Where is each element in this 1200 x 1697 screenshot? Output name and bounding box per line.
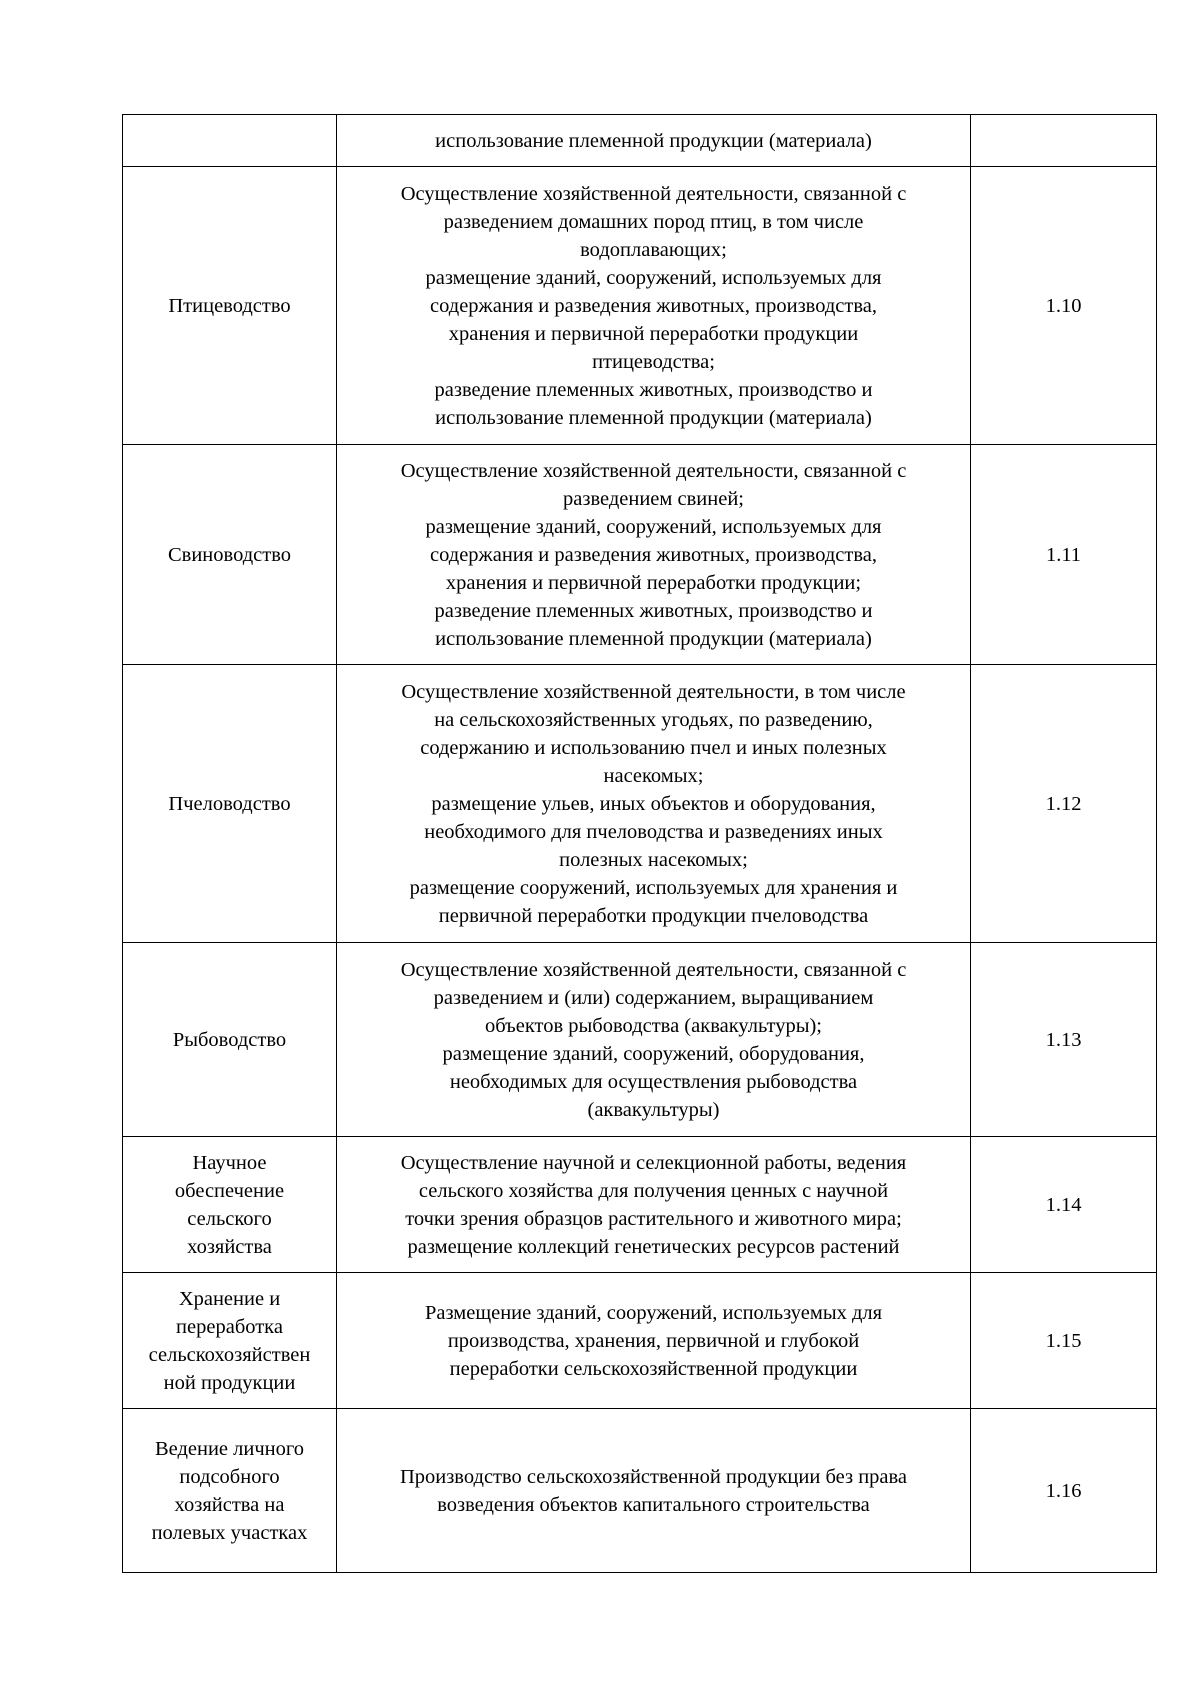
use-description-cell-line: Осуществление хозяйственной деятельности, связанной с [400,182,907,205]
land-use-table [122,114,1157,1573]
use-description-cell [337,1409,971,1573]
use-description-cell-line: хранения и первичной переработки продукции [448,322,859,345]
use-name-cell [123,1409,337,1573]
use-description-cell [337,943,971,1137]
use-name-cell-line: переработка [176,1315,283,1338]
table-row [123,665,1157,943]
use-description-cell-line: первичной переработки продукции пчеловодства [438,904,869,927]
use-code-cell [971,1273,1157,1409]
use-description-cell [337,167,971,445]
use-description-cell-line: разведением домашних пород птиц, в том числе [443,210,864,233]
use-description-cell-line: содержания и разведения животных, производства, [430,294,877,317]
use-description-cell-line: на сельскохозяйственных угодьях, по разведению, [434,708,873,731]
use-name-cell-line: ной продукции [163,1371,296,1394]
use-description-cell-line: необходимого для пчеловодства и разведениях иных [424,820,883,843]
use-code-value: 1.11 [1045,543,1082,566]
use-description-cell [337,1137,971,1273]
use-name-cell-line: сельскохозяйствен [148,1343,311,1366]
use-name-cell-line: Птицеводство [168,294,291,317]
use-name-cell [123,115,337,167]
use-name-cell-line: Ведение личного [154,1437,305,1460]
use-description-cell-line: разведение племенных животных, производство и [434,599,873,622]
use-description-cell-line: Осуществление хозяйственной деятельности, связанной с [400,958,907,981]
use-name-cell-line: Хранение и [178,1287,281,1310]
use-description-cell-line: Размещение зданий, сооружений, используемых для [424,1301,883,1324]
use-description-cell-line: размещение зданий, сооружений, используемых для [425,515,882,538]
use-code-cell [971,665,1157,943]
use-code-cell [971,1409,1157,1573]
table-body [123,115,1157,1573]
use-description-cell-line: возведения объектов капитального строительства [437,1493,870,1516]
use-description-cell-line: использование племенной продукции (материала) [435,406,872,429]
use-code-value: 1.16 [1045,1479,1082,1502]
use-description-cell-line: объектов рыбоводства (аквакультуры); [484,1014,823,1037]
table-row [123,1273,1157,1409]
use-description-cell-line: разведением свиней; [563,487,744,510]
use-name-cell-line: Рыбоводство [172,1028,287,1051]
table-row [123,1137,1157,1273]
use-description-cell-line: птицеводства; [592,350,715,373]
use-name-cell-line: хозяйства на [174,1493,285,1516]
use-description-cell-line: переработки сельскохозяйственной продукции [449,1357,858,1380]
use-code-cell [971,445,1157,665]
use-code-value: 1.12 [1045,792,1082,815]
use-description-cell-line: Производство сельскохозяйственной продукции без права [399,1465,908,1488]
use-name-cell [123,665,337,943]
use-description-cell-line: Осуществление хозяйственной деятельности, связанной с [400,459,907,482]
use-name-cell-line: сельского [187,1207,272,1230]
use-description-cell-line: размещение коллекций генетических ресурсов растений [407,1235,900,1258]
use-code-cell [971,115,1157,167]
use-description-cell-line: Осуществление научной и селекционной работы, ведения [400,1151,907,1174]
use-description-cell-line: использование племенной продукции (материала) [435,627,872,650]
use-code-cell [971,1137,1157,1273]
use-description-cell-line: точки зрения образцов растительного и животного мира; [405,1207,902,1230]
use-name-cell [123,445,337,665]
use-description-cell-line: Осуществление хозяйственной деятельности, в том числе [401,680,906,703]
use-description-cell-line: насекомых; [603,764,704,787]
use-description-cell-line: разведение племенных животных, производство и [434,378,873,401]
use-description-cell-line: водоплавающих; [580,238,727,261]
use-description-cell-line: размещение зданий, сооружений, используемых для [425,266,882,289]
table-row [123,1409,1157,1573]
use-description-cell-line: сельского хозяйства для получения ценных с научной [418,1179,889,1202]
use-description-cell [337,445,971,665]
use-description-cell [337,665,971,943]
use-name-cell-line: Научное [192,1151,267,1174]
use-description-cell-line: необходимых для осуществления рыбоводства [449,1070,858,1093]
use-name-cell [123,167,337,445]
use-code-value: 1.10 [1045,294,1082,317]
use-name-cell-line: хозяйства [187,1235,272,1258]
use-description-cell-line: содержанию и использованию пчел и иных полезных [420,736,887,759]
use-name-cell-line: Пчеловодство [168,792,291,815]
use-name-cell-line: полевых участках [151,1521,308,1544]
use-description-cell [337,115,971,167]
table-row [123,445,1157,665]
use-description-cell-line: размещение зданий, сооружений, оборудования, [442,1042,865,1065]
use-description-cell [337,1273,971,1409]
use-code-value: 1.13 [1045,1028,1082,1051]
table-row [123,167,1157,445]
use-description-cell-line: разведением и (или) содержанием, выращиванием [433,986,874,1009]
table-row [123,943,1157,1137]
use-code-cell [971,167,1157,445]
use-name-cell-line: обеспечение [174,1179,285,1202]
use-description-cell-line: размещение сооружений, используемых для хранения и [409,876,898,899]
use-code-cell [971,943,1157,1137]
use-name-cell-line: Свиноводство [167,543,292,566]
use-description-cell-line: полезных насекомых; [559,848,748,871]
use-description-cell-line: размещение ульев, иных объектов и оборудования, [431,792,876,815]
use-description-cell-line: хранения и первичной переработки продукции; [445,571,862,594]
use-code-value: 1.15 [1045,1329,1082,1352]
use-description-cell-line: производства, хранения, первичной и глубокой [447,1329,860,1352]
use-code-value: 1.14 [1045,1193,1082,1216]
use-name-cell-line: подсобного [179,1465,280,1488]
use-description-cell-line: использование племенной продукции (материала) [435,129,872,152]
use-name-cell [123,943,337,1137]
use-description-cell-line: (аквакультуры) [587,1098,720,1121]
use-name-cell [123,1273,337,1409]
table-row [123,115,1157,167]
use-name-cell [123,1137,337,1273]
use-description-cell-line: содержания и разведения животных, производства, [430,543,877,566]
